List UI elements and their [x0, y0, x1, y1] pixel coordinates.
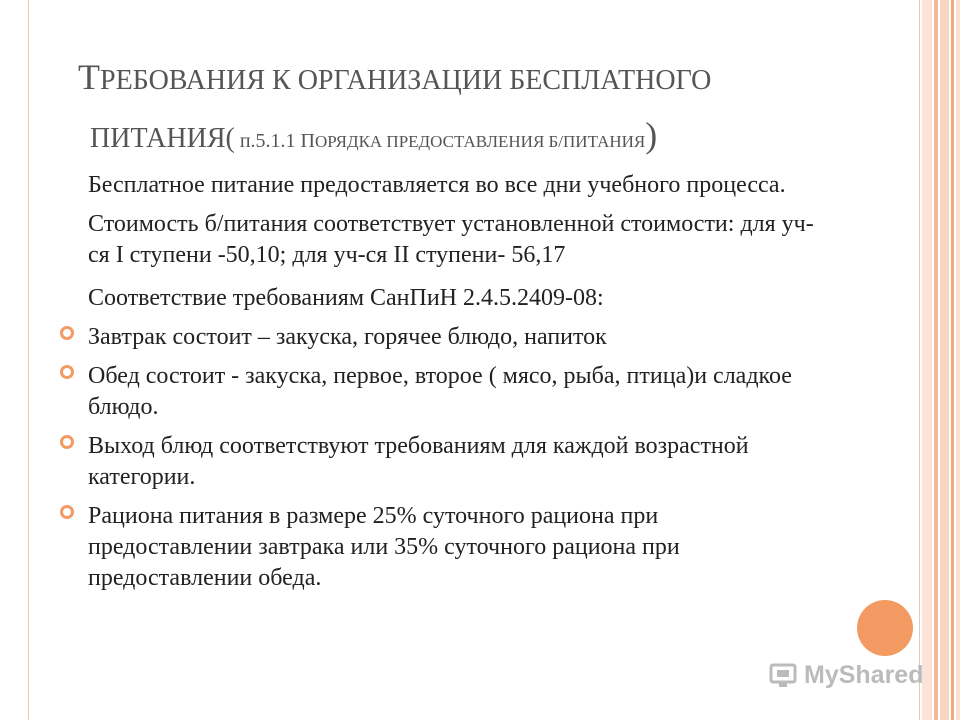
myshared-logo-icon [768, 660, 798, 690]
decorative-stripes [922, 0, 960, 720]
paragraph: Соответствие требованиям СанПиН 2.4.5.2409-08: [88, 285, 604, 311]
bullet-ring-icon [58, 433, 76, 451]
list-item-text: Рациона питания в размере 25% суточного рациона при предоставлении завтрака или 35% суточного рациона при предоставлении обеда. [88, 503, 680, 591]
stripe [940, 0, 949, 720]
title-reference-2: ОРЯДКА ПРЕДОСТАВЛЕНИЯ Б/ПИТАНИЯ [314, 132, 646, 151]
slide-body [88, 170, 828, 602]
bullet-ring-icon [58, 324, 76, 342]
title-text: РЕБОВАНИЯ К ОРГАНИЗАЦИИ БЕСПЛАТНОГО [100, 65, 712, 96]
list-item [88, 431, 828, 493]
slide-title [78, 52, 868, 168]
list-item-text: Завтрак состоит – закуска, горячее блюдо, напиток [88, 324, 607, 350]
watermark[interactable] [768, 660, 923, 690]
bullet-ring-icon [58, 363, 76, 381]
title-initial: Т [78, 57, 100, 97]
stripe [922, 0, 932, 720]
list-item [88, 322, 828, 353]
title-line-2 [78, 110, 868, 168]
stripe [956, 0, 960, 720]
paragraph: Бесплатное питание предоставляется во все дни учебного процесса. [88, 172, 786, 198]
paragraph: Стоимость б/питания соответствует установленной стоимости: для уч-ся I ступени -50,10; для уч-ся II ступени- 56,17 [88, 211, 814, 268]
decorative-circle [857, 600, 913, 656]
list-item [88, 501, 818, 594]
list-item-text: Обед состоит - закуска, первое, второе ( мясо, рыба, птица)и сладкое блюдо. [88, 363, 792, 420]
watermark-text: MyShared [804, 660, 924, 689]
stripe [934, 0, 938, 720]
title-reference: п.5.1.1 П [234, 130, 315, 152]
list-item [88, 361, 828, 423]
list-item-text: Выход блюд соответствуют требованиям для каждой возрастной категории. [88, 433, 749, 490]
stripe [951, 0, 954, 720]
title-line-1 [78, 52, 868, 110]
title-close-paren: ) [645, 115, 658, 155]
title-text-2: ПИТАНИЯ( [90, 123, 235, 154]
bullet-ring-icon [58, 503, 76, 521]
